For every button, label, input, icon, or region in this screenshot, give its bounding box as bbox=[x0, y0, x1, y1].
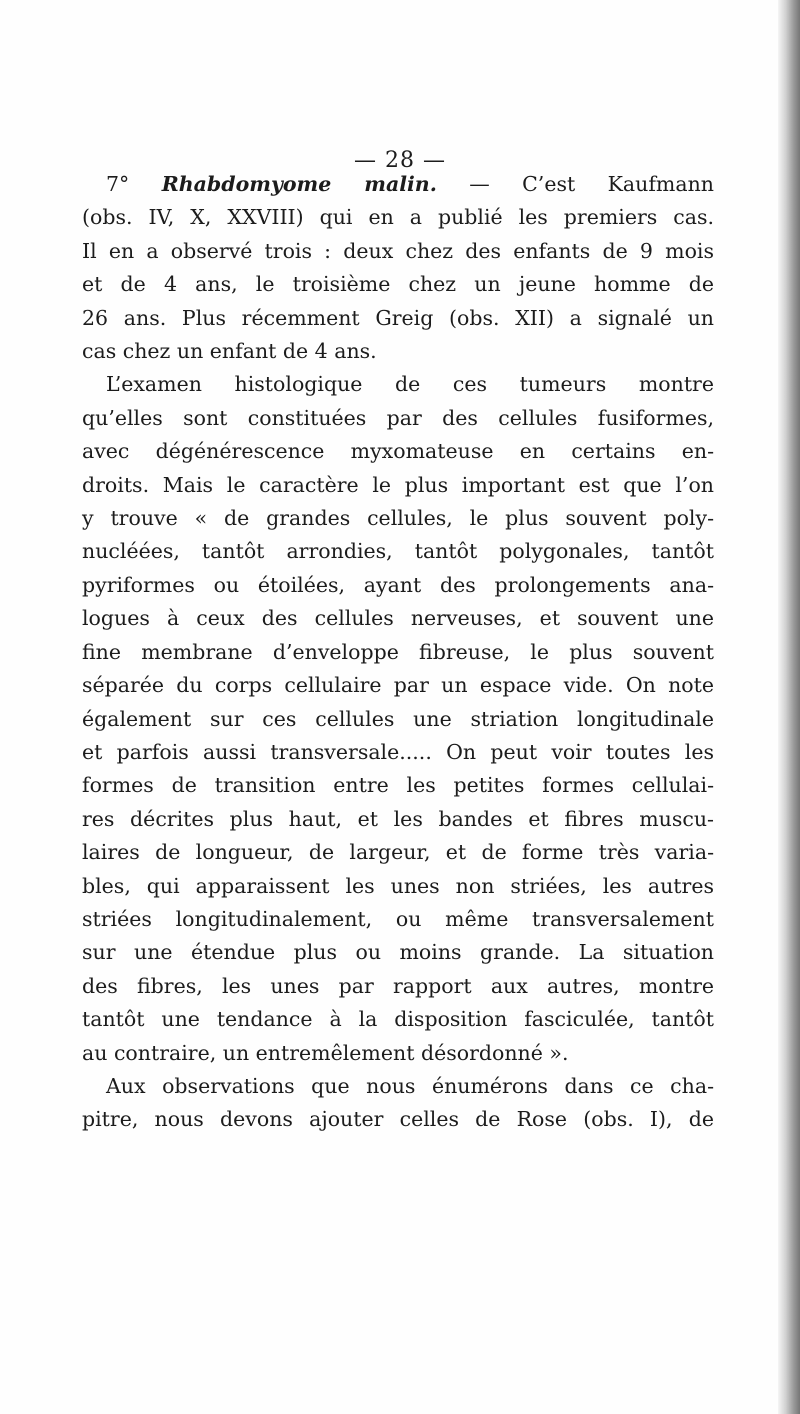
text-line: L’examen histologique de ces tumeurs montre bbox=[106, 372, 714, 397]
page-body bbox=[82, 168, 714, 1137]
text-line: également sur ces cellules une striation longitudinale bbox=[82, 706, 714, 731]
section-number: 7° bbox=[106, 172, 130, 196]
text-line: sur une étendue plus ou moins grande. La situation bbox=[82, 940, 714, 965]
text-line: 26 ans. Plus récemment Greig (obs. XII) a signalé un bbox=[82, 305, 714, 330]
text-line: au contraire, un entremêlement désordonné ». bbox=[82, 1040, 569, 1065]
text-line: bles, qui apparaissent les unes non striées, les autres bbox=[82, 873, 714, 898]
text-line: res décrites plus haut, et les bandes et fibres muscu- bbox=[82, 806, 714, 831]
text-line: et de 4 ans, le troisième chez un jeune homme de bbox=[82, 272, 714, 297]
text-line: striées longitudinalement, ou même transversalement bbox=[82, 906, 714, 931]
text-line: droits. Mais le caractère le plus important est que l’on bbox=[82, 472, 714, 497]
text-line: séparée du corps cellulaire par un espace vide. On note bbox=[82, 673, 714, 698]
section-title: Rhabdomyome malin. bbox=[161, 172, 437, 196]
text-line: y trouve « de grandes cellules, le plus souvent poly- bbox=[82, 506, 714, 531]
page-number: — 28 — bbox=[354, 148, 446, 173]
text-line: (obs. IV, X, XXVIII) qui en a publié les premiers cas. bbox=[82, 205, 714, 230]
text-line: cas chez un enfant de 4 ans. bbox=[82, 339, 377, 364]
page-edge-shadow bbox=[778, 0, 800, 1414]
text-line: avec dégénérescence myxomateuse en certains en- bbox=[82, 439, 714, 464]
text-line: des fibres, les unes par rapport aux autres, montre bbox=[82, 973, 714, 998]
text-line: fine membrane d’enveloppe fibreuse, le plus souvent bbox=[82, 639, 714, 664]
text-line: logues à ceux des cellules nerveuses, et souvent une bbox=[82, 606, 714, 631]
text-line: pyriformes ou étoilées, ayant des prolongements ana- bbox=[82, 572, 714, 597]
text-line: tantôt une tendance à la disposition fasciculée, tantôt bbox=[82, 1007, 714, 1032]
section-heading-line bbox=[82, 168, 714, 201]
text-line: laires de longueur, de largeur, et de forme très varia- bbox=[82, 840, 714, 865]
text-line: Il en a observé trois : deux chez des enfants de 9 mois bbox=[82, 238, 714, 263]
text-line: formes de transition entre les petites formes cellulai- bbox=[82, 773, 714, 798]
text-line: qu’elles sont constituées par des cellules fusiformes, bbox=[82, 405, 714, 430]
text-line: pitre, nous devons ajouter celles de Rose (obs. I), de bbox=[82, 1107, 714, 1132]
text-line: Aux observations que nous énumérons dans ce cha- bbox=[106, 1073, 714, 1098]
section-intro: — C’est Kaufmann bbox=[469, 172, 714, 196]
text-line: nucléées, tantôt arrondies, tantôt polygonales, tantôt bbox=[82, 539, 714, 564]
text-line: et parfois aussi transversale..... On peut voir toutes les bbox=[82, 739, 714, 764]
